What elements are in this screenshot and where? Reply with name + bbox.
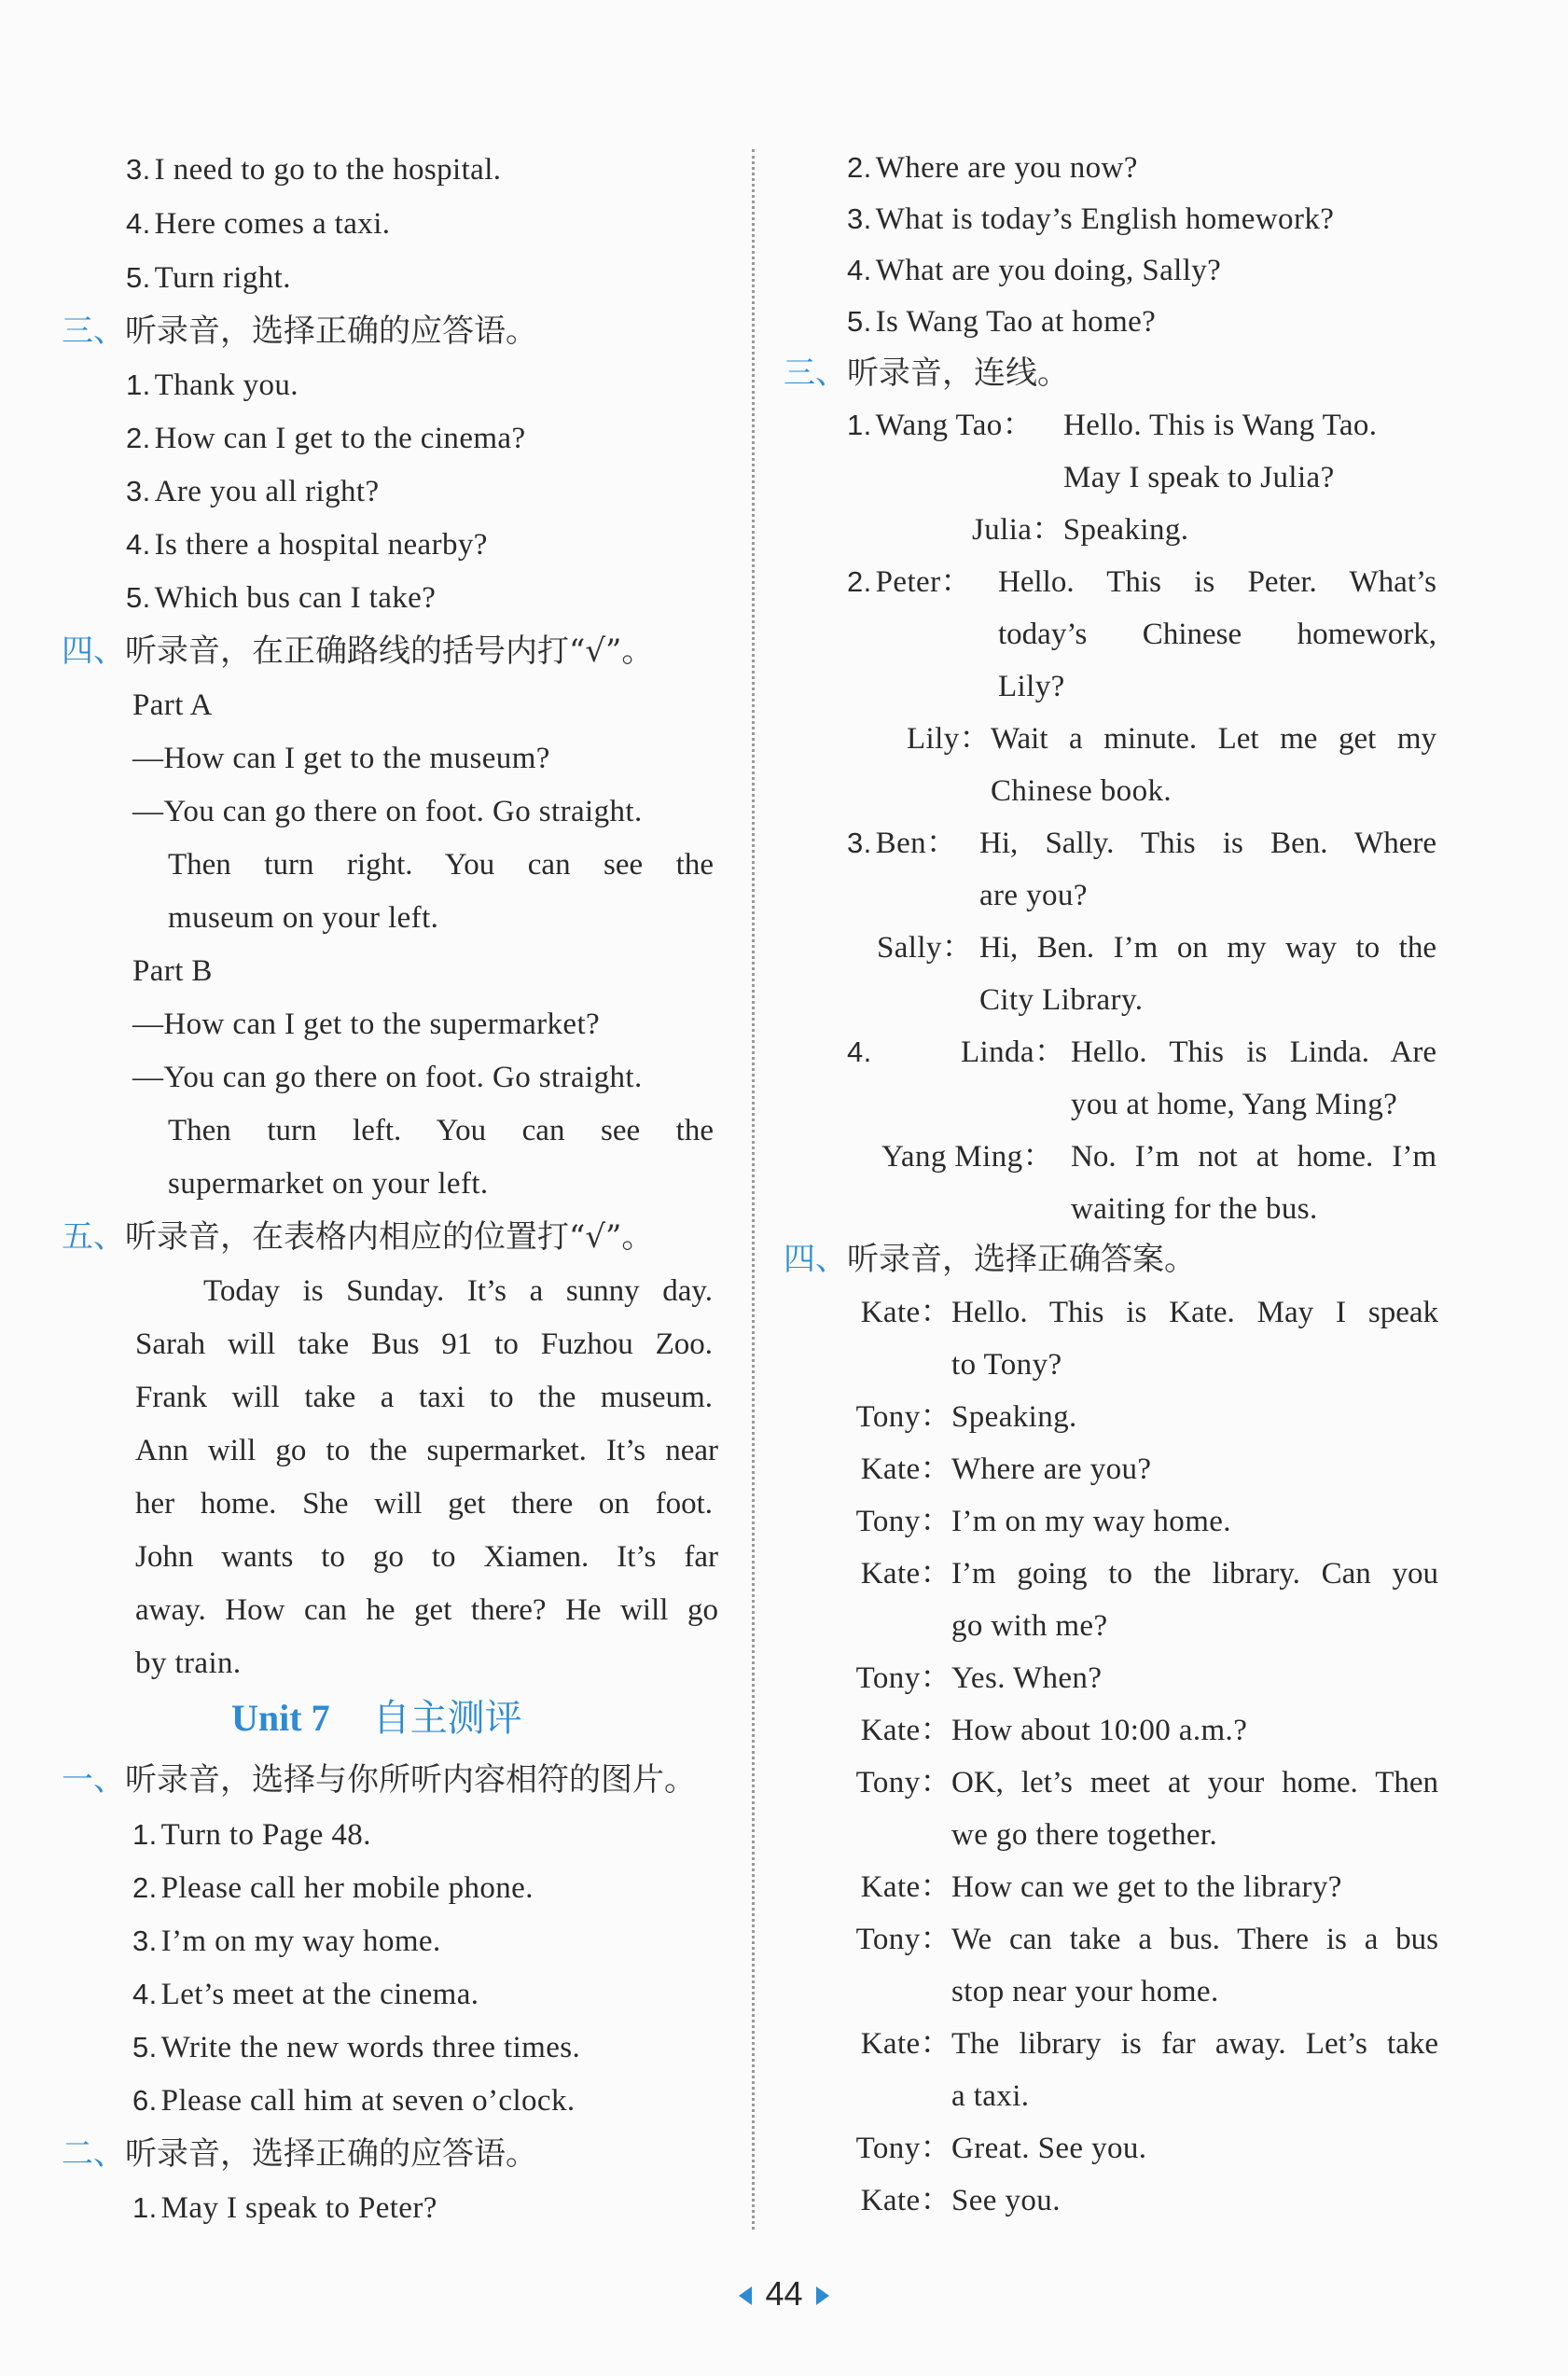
dialogue-line: Tony： (855, 1923, 951, 1956)
part-label: Part B (132, 954, 213, 988)
dialogue-line: to Tony? (951, 1348, 1062, 1382)
list-item: 4. What are you doing, Sally? (847, 254, 1222, 287)
dialogue-line: Kate：Where are you? (860, 1452, 1152, 1486)
dialogue-line: you at home, Yang Ming? (1071, 1088, 1398, 1121)
dialogue-line: Tony：Speaking. (855, 1400, 1077, 1434)
dialogue-line: Then turn left. You can see the (168, 1114, 714, 1147)
section-heading: 一、听录音，选择与你所听内容相符的图片。 (62, 1761, 696, 1799)
paragraph-line: Today is Sunday. It’s a sunny day. (203, 1274, 713, 1308)
dialogue-line: Yang Ming： (881, 1140, 1054, 1174)
section-heading: 二、听录音，选择正确的应答语。 (62, 2135, 537, 2173)
dialogue-line: The library is far away. Let’s take (951, 2027, 1438, 2061)
dialogue-line: Tony：Yes. When? (855, 1661, 1103, 1695)
list-item: 3. What is today’s English homework? (847, 202, 1335, 236)
list-item: 2. How can I get to the cinema? (126, 422, 526, 455)
dialogue-line: May I speak to Julia? (1063, 461, 1335, 494)
dialogue-line: go with me? (951, 1609, 1108, 1643)
list-item: 1. Thank you. (126, 368, 298, 402)
section-heading: 四、听录音，在正确路线的括号内打“√”。 (62, 632, 654, 670)
section-heading: 五、听录音，在表格内相应的位置打“√”。 (62, 1218, 654, 1256)
list-item: 2. Where are you now? (847, 151, 1138, 185)
dialogue-line: Hi, Sally. This is Ben. Where (979, 827, 1436, 860)
part-label: Part A (132, 688, 213, 722)
list-item: 5. Write the new words three times. (132, 2031, 581, 2064)
dialogue-line: today’s Chinese homework, (998, 618, 1436, 651)
dialogue-line: Tony： (855, 1766, 951, 1799)
list-item: 3. I need to go to the hospital. (126, 153, 502, 187)
unit-title: Unit 7 自主测评 (231, 1697, 522, 1740)
dialogue-line: museum on your left. (168, 901, 439, 935)
paragraph-line: her home. She will get there on foot. (135, 1487, 713, 1521)
dialogue-line: I’m going to the library. Can you (951, 1557, 1438, 1591)
dialogue-line: Hello. This is Wang Tao. (1063, 409, 1378, 442)
dialogue-line: No. I’m not at home. I’m (1071, 1140, 1436, 1174)
dialogue-line: 1. Wang Tao： (847, 409, 1034, 442)
list-item: 4. Let’s meet at the cinema. (132, 1978, 479, 2011)
dialogue-line: Lily： (907, 722, 991, 756)
dialogue-line: Kate： (860, 2027, 951, 2061)
dialogue-line: —How can I get to the museum? (132, 742, 550, 775)
dialogue-line: 3. Ben： (847, 827, 958, 860)
dialogue-line: Hello. This is Kate. May I speak (951, 1296, 1438, 1329)
list-item: 1. Turn to Page 48. (132, 1818, 371, 1852)
page-footer (0, 2274, 1568, 2313)
dialogue-line: Kate：How can we get to the library? (860, 1870, 1342, 1904)
dialogue-line: —You can go there on foot. Go straight. (132, 1061, 643, 1094)
list-item: 5. Turn right. (126, 261, 291, 295)
paragraph-line: John wants to go to Xiamen. It’s far (135, 1540, 718, 1574)
list-item: 4. Here comes a taxi. (126, 207, 391, 241)
list-item: 1. May I speak to Peter? (132, 2191, 437, 2225)
dialogue-line: Tony：Great. See you. (855, 2132, 1147, 2165)
dialogue-line: Tony：I’m on my way home. (855, 1505, 1231, 1538)
dialogue-line: Kate：How about 10:00 a.m.? (860, 1714, 1248, 1747)
list-item: 6. Please call him at seven o’clock. (132, 2084, 576, 2118)
dialogue-line: Hi, Ben. I’m on my way to the (979, 931, 1436, 965)
dialogue-line: —You can go there on foot. Go straight. (132, 795, 643, 828)
section-heading: 三、听录音，选择正确的应答语。 (62, 313, 537, 350)
page-number: 44 (765, 2274, 803, 2313)
list-item: 5. Is Wang Tao at home? (847, 305, 1157, 339)
dialogue-line: Julia：Speaking. (972, 513, 1189, 547)
paragraph-line: Ann will go to the supermarket. It’s near (135, 1434, 718, 1467)
dialogue-line: Sally： (877, 931, 974, 965)
dialogue-line: Then turn right. You can see the (168, 848, 714, 882)
paragraph-line: by train. (135, 1647, 242, 1680)
dialogue-line: a taxi. (951, 2079, 1030, 2113)
dialogue-line: Chinese book. (991, 774, 1173, 808)
dialogue-line: —How can I get to the supermarket? (132, 1007, 601, 1041)
dialogue-line: Wait a minute. Let me get my (991, 722, 1436, 756)
dialogue-line: Lily? (998, 670, 1065, 703)
previous-page-icon[interactable] (739, 2286, 752, 2305)
dialogue-line: Kate： (860, 1557, 951, 1591)
column-divider (752, 149, 755, 2230)
list-item: 3. Are you all right? (126, 475, 380, 508)
list-item: 2. Please call her mobile phone. (132, 1871, 534, 1905)
dialogue-line: waiting for the bus. (1071, 1192, 1318, 1226)
dialogue-line: 4. (847, 1035, 872, 1068)
dialogue-line: City Library. (979, 983, 1144, 1017)
dialogue-line: we go there together. (951, 1818, 1218, 1852)
dialogue-line: Hello. This is Linda. Are (1071, 1035, 1436, 1069)
dialogue-line: Kate：See you. (860, 2184, 1061, 2217)
dialogue-line: Linda： (961, 1035, 1066, 1069)
paragraph-line: Frank will take a taxi to the museum. (135, 1381, 713, 1414)
next-page-icon[interactable] (816, 2286, 829, 2305)
dialogue-line: We can take a bus. There is a bus (951, 1923, 1438, 1956)
dialogue-line: supermarket on your left. (168, 1167, 489, 1201)
paragraph-line: away. How can he get there? He will go (135, 1593, 718, 1627)
dialogue-line: OK, let’s meet at your home. Then (951, 1766, 1438, 1799)
section-heading: 四、听录音，选择正确答案。 (784, 1241, 1196, 1278)
list-item: 4. Is there a hospital nearby? (126, 528, 488, 562)
dialogue-line: 2. Peter： (847, 565, 972, 599)
dialogue-line: Hello. This is Peter. What’s (998, 565, 1436, 599)
list-item: 5. Which bus can I take? (126, 581, 437, 615)
section-heading: 三、听录音，连线。 (784, 354, 1069, 392)
dialogue-line: stop near your home. (951, 1975, 1219, 2008)
dialogue-line: are you? (979, 879, 1088, 912)
list-item: 3. I’m on my way home. (132, 1924, 441, 1958)
paragraph-line: Sarah will take Bus 91 to Fuzhou Zoo. (135, 1327, 713, 1361)
dialogue-line: Kate： (860, 1296, 951, 1329)
